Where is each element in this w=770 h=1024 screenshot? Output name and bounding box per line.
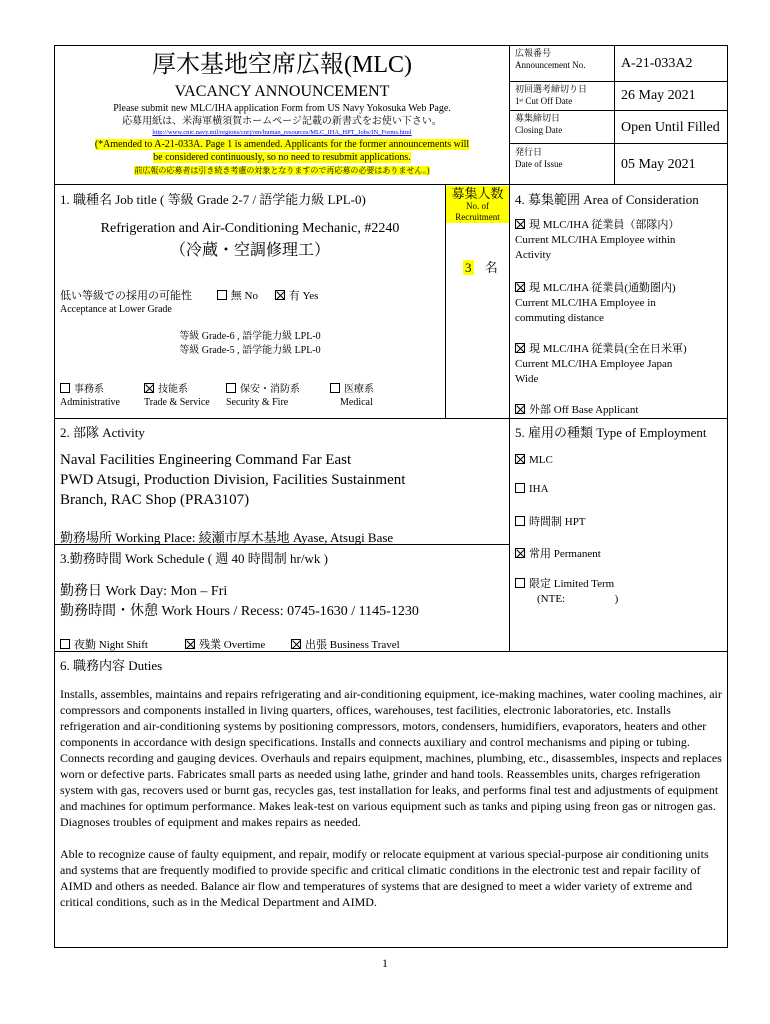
schedule-label: 3.勤務時間 Work Schedule ( 週 40 時間制 hr/wk ) xyxy=(60,551,328,566)
employment-nte: (NTE: ) xyxy=(537,593,619,605)
job-title-label: 1. 職種名 Job title ( 等級 Grade 2-7 / 語学能力級 LPL-0) xyxy=(60,192,366,207)
employment-iha-label: IHA xyxy=(529,483,549,495)
lower-grade-yes-label: 有 Yes xyxy=(288,290,319,302)
page-title: 厚木基地空席広報(MLC) xyxy=(152,52,412,78)
closing-value: Open Until Filled xyxy=(621,120,720,135)
area-commuting-jp: 現 MLC/IHA 従業員(通勤圏内) xyxy=(529,282,676,294)
area-label: 4. 募集範囲 Area of Consideration xyxy=(515,192,699,207)
cutoff-value: 26 May 2021 xyxy=(621,88,696,103)
work-day: 勤務日 Work Day: Mon – Fri xyxy=(60,584,228,599)
duties-paragraph-1: Installs, assembles, maintains and repairs refrigerating and air-conditioning equipment, ice-making machines, water cooling machines, air compressors and components installed in living quarters, offices, warehouses, test facilities, electronic laboratories, etc. Installs refrigeration and air-conditioning systems by positioning compressors, motors, condensers, humidifiers, evaporators, heaters and other components in accordance with design specifications. Installs and connects auxiliary and control mechanisms and piping or tubing. Connects recording and gauging devices. Overhauls and repairs equipment, machines, plumbing, etc., disassembles, inspects and replaces worn or defective parts. Fabricates small parts as needed using lathe, grinder and hand tools. Reassembles units, charges refrigeration system with gas, recovers used or burnt gas, recycles gas, test installation for leaks, and performs final test and adjustments of equipment and machines for optimum performance. Makes leak-test on various equipment such as tanks and piping using freon gas or nitrogen gas. Diagnoses troubles of equipment and makes repairs as needed. xyxy=(60,687,722,829)
duties-paragraph-2: Able to recognize cause of faulty equipment, and repair, modify or relocate equipment at various special-purpose air conditioning units and systems that are frequently modified to provide specific and critical climatic conditions in the electronic test and repair facility of AIMD and others as needed. Balance air flow and temperatures of systems that are designed to meet a wider variety of extreme and critical conditions, such as in the Medical Department and AIMD. xyxy=(60,847,709,909)
area-japanwide-en2: Wide xyxy=(515,373,539,385)
closing-label-en: Closing Date xyxy=(515,125,563,135)
work-hours: 勤務時間・休憩 Work Hours / Recess: 0745-1630 / 1145-1230 xyxy=(60,604,419,619)
night-shift-label: 夜勤 Night Shift xyxy=(74,639,148,651)
cutoff-label-en: 1ˢᵗ Cut Off Date xyxy=(515,96,573,106)
info-row-3 xyxy=(509,143,728,144)
category-security-checkbox[interactable] xyxy=(226,383,236,393)
area-japanwide-checkbox[interactable] xyxy=(515,343,525,353)
area-activity-checkbox[interactable] xyxy=(515,219,525,229)
outer-top xyxy=(54,45,728,46)
category-medical-en: Medical xyxy=(340,397,373,408)
area-offbase-checkbox[interactable] xyxy=(515,404,525,414)
job-title-en: Refrigeration and Air-Conditioning Mechanic, #2240 xyxy=(100,221,400,236)
issue-value: 05 May 2021 xyxy=(621,157,696,172)
category-trade-checkbox[interactable] xyxy=(144,383,154,393)
business-travel-label: 出張 Business Travel xyxy=(305,639,400,651)
job-title-jp: （冷蔵・空調修理工） xyxy=(169,242,330,259)
lower-grade-no-label: 無 No xyxy=(230,290,258,302)
area-japanwide-jp: 現 MLC/IHA 従業員(全在日米軍) xyxy=(529,343,687,355)
cutoff-label-jp: 初回選考締切り日 xyxy=(515,84,588,94)
category-trade-jp: 技能系 xyxy=(158,384,188,395)
category-admin-en: Administrative xyxy=(60,397,120,408)
recruitment-label-en1: No. of xyxy=(446,201,509,212)
overtime-checkbox[interactable] xyxy=(185,639,195,649)
employment-mlc-checkbox[interactable] xyxy=(515,454,525,464)
announcement-no-label-jp: 広報番号 xyxy=(515,48,552,58)
outer-right xyxy=(727,45,728,948)
area-activity-en2: Activity xyxy=(515,249,552,261)
night-shift-checkbox[interactable] xyxy=(60,639,70,649)
category-medical-jp: 医療系 xyxy=(344,384,374,395)
duties-label: 6. 職務内容 Duties xyxy=(60,658,163,673)
employment-mlc-label: MLC xyxy=(529,454,553,466)
recruitment-label-jp: 募集人数 xyxy=(446,186,509,201)
grade-6-option: 等級 Grade-6 , 語学能力級 LPL-0 xyxy=(179,331,321,342)
issue-label-jp: 発行日 xyxy=(515,147,543,157)
lower-grade-no-checkbox[interactable] xyxy=(217,290,227,300)
recruitment-count: 3 xyxy=(465,260,472,275)
info-divider xyxy=(614,45,615,184)
outer-bottom xyxy=(54,947,728,948)
business-travel-checkbox[interactable] xyxy=(291,639,301,649)
area-offbase-label: 外部 Off Base Applicant xyxy=(529,404,639,416)
activity-line-1: Naval Facilities Engineering Command Far East xyxy=(60,452,352,468)
subtitle: VACANCY ANNOUNCEMENT xyxy=(174,83,390,100)
area-commuting-en1: Current MLC/IHA Employee in xyxy=(515,297,656,309)
employment-permanent-label: 常用 Permanent xyxy=(529,548,601,560)
employment-label: 5. 雇用の種類 Type of Employment xyxy=(515,425,707,440)
category-security-jp: 保安・消防系 xyxy=(240,384,300,395)
activity-label: 2. 部隊 Activity xyxy=(60,425,145,440)
category-medical-checkbox[interactable] xyxy=(330,383,340,393)
area-activity-jp: 現 MLC/IHA 従業員（部隊内） xyxy=(529,219,680,231)
lower-grade-label-jp: 低い等級での採用の可能性 xyxy=(60,290,192,302)
recruitment-unit: 名 xyxy=(484,260,498,275)
area-commuting-en2: commuting distance xyxy=(515,312,604,324)
area-activity-en1: Current MLC/IHA Employee within xyxy=(515,234,676,246)
info-row-2 xyxy=(509,110,728,111)
outer-left xyxy=(54,45,55,948)
activity-line-2: PWD Atsugi, Production Division, Facilities Sustainment xyxy=(60,472,406,488)
instructions-jp: 応募用紙は、米海軍横須賀ホームページ記載の新書式をお使い下さい。 xyxy=(122,116,442,127)
activity-line-3: Branch, RAC Shop (PRA3107) xyxy=(60,492,250,508)
recruitment-label-en2: Recruitment xyxy=(446,212,509,223)
announcement-no-label-en: Announcement No. xyxy=(515,60,586,70)
header-bottom xyxy=(54,184,728,185)
issue-label-en: Date of Issue xyxy=(515,159,563,169)
amendment-note-3: 前広報の応募者は引き続き考慮の対象となりますので再応募の必要はありません。) xyxy=(134,166,430,175)
category-admin-jp: 事務系 xyxy=(74,384,104,395)
lower-grade-yes-checkbox[interactable] xyxy=(275,290,285,300)
grade-5-option: 等級 Grade-5 , 語学能力級 LPL-0 xyxy=(179,345,321,356)
employment-iha-checkbox[interactable] xyxy=(515,483,525,493)
amendment-note-1: (*Amended to A-21-033A. Page 1 is amended. Applicants for the former announcements will xyxy=(94,139,470,150)
category-admin-checkbox[interactable] xyxy=(60,383,70,393)
employment-permanent-checkbox[interactable] xyxy=(515,548,525,558)
forms-link[interactable]: http://www.cnic.navy.mil/regions/cnrj/om/human_resources/MLC_IHA_HPT_Jobs/IN_Forms.html xyxy=(152,129,412,136)
instructions-en: Please submit new MLC/IHA application Form from US Navy Yokosuka Web Page. xyxy=(113,103,451,114)
area-japanwide-en1: Current MLC/IHA Employee Japan xyxy=(515,358,673,370)
col-divider xyxy=(509,45,510,651)
page-number: 1 xyxy=(382,956,388,970)
announcement-no-value: A-21-033A2 xyxy=(621,56,693,71)
employment-hpt-label: 時間制 HPT xyxy=(529,516,586,528)
overtime-label: 残業 Overtime xyxy=(199,639,266,651)
area-commuting-checkbox[interactable] xyxy=(515,282,525,292)
lower-grade-label-en: Acceptance at Lower Grade xyxy=(60,304,172,315)
category-security-en: Security & Fire xyxy=(226,397,289,408)
category-trade-en: Trade & Service xyxy=(144,397,210,408)
row-activity-top xyxy=(54,418,728,419)
employment-limited-label: 限定 Limited Term xyxy=(529,578,615,590)
employment-limited-checkbox[interactable] xyxy=(515,578,525,588)
closing-label-jp: 募集締切日 xyxy=(515,113,561,123)
amendment-note-2: be considered continuously, so no need to resubmit applications. xyxy=(153,152,411,163)
info-row-1 xyxy=(509,81,728,82)
employment-hpt-checkbox[interactable] xyxy=(515,516,525,526)
working-place: 勤務場所 Working Place: 綾瀬市厚木基地 Ayase, Atsugi Base xyxy=(60,530,394,545)
